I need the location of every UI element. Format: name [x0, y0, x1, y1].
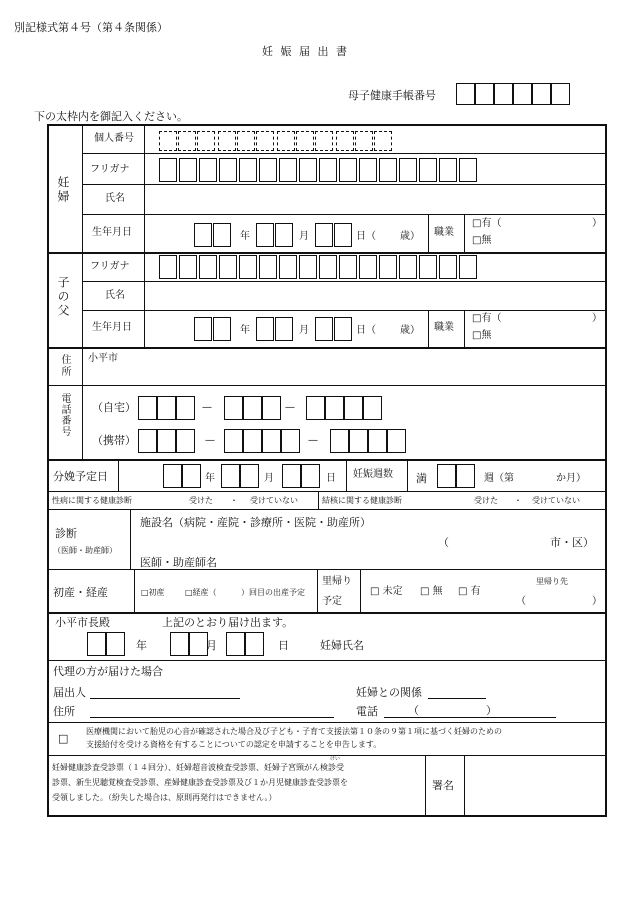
year-unit: 年 — [240, 231, 250, 242]
mother-furigana-label: フリガナ — [90, 164, 130, 175]
phone-home-label: （自宅） — [92, 401, 136, 414]
month-unit: 月 — [299, 231, 309, 242]
receipt-line-3: 受領しました。（紛失した場合は、原則再発行はできません。） — [52, 793, 277, 802]
due-year-unit: 年 — [205, 473, 215, 484]
instruction-text: 下の太枠内を御記入ください。 — [34, 110, 188, 123]
proxy-submitter-label: 届出人 — [53, 686, 86, 699]
proxy-phone-open: （ — [408, 704, 419, 717]
return-destination-label: 里帰り先 — [536, 577, 568, 586]
dest-close: ） — [592, 596, 602, 607]
handbook-number-label: 母子健康手帳番号 — [348, 89, 436, 102]
mother-section-label: 妊婦 — [56, 176, 70, 204]
form-reference: 別記様式第４号（第４条関係） — [14, 21, 168, 34]
declaration-line-1: 医療機関において胎児の心音が確認された場合及び子ども・子育て支援法第１０条の９第１項に基づく妊婦のための — [86, 727, 502, 736]
proxy-relation-label: 妊婦との関係 — [356, 686, 422, 699]
first-birth-checkbox[interactable]: □初産 — [141, 588, 165, 597]
month-count-unit: か月） — [556, 473, 586, 484]
phone-dash: — — [308, 435, 318, 446]
doctor-name-label: 医師・助産師名 — [140, 556, 217, 569]
father-dob-label: 生年月日 — [92, 322, 132, 333]
furigana-ruby: けい — [330, 756, 341, 762]
tb-checkup-label: 結核に関する健康診断 — [322, 496, 402, 505]
proxy-phone-label: 電話 — [356, 705, 378, 718]
multi-birth-checkbox[interactable]: □経産（ — [185, 588, 217, 597]
std-checkup-label: 性病に関する健康診断 — [52, 496, 132, 505]
phone-label: 電話番号 — [59, 393, 70, 437]
tb-separator: ・ — [514, 496, 522, 505]
return-undecided[interactable]: □ 未定 — [370, 586, 403, 597]
address-label: 住所 — [59, 354, 70, 378]
due-date-label: 分娩予定日 — [53, 470, 108, 483]
phone-mobile-label: （携帯） — [92, 434, 136, 447]
signature-label: 署名 — [432, 779, 454, 792]
phone-dash: — — [202, 402, 212, 413]
father-occ-yes[interactable]: □有（ — [472, 313, 502, 324]
proxy-address-label: 住所 — [53, 705, 75, 718]
submit-year-unit: 年 — [136, 639, 147, 652]
phone-dash: — — [205, 435, 215, 446]
receipt-line-1: 妊婦健康診査受診票（１４回分）、妊婦超音波検査受診票、妊婦子宮頸がん検診受 — [52, 763, 344, 772]
proxy-address-field[interactable] — [90, 717, 334, 718]
dest-open: （ — [516, 596, 526, 607]
age-unit: 歳） — [400, 325, 420, 336]
return-home-label-2: 予定 — [322, 596, 342, 607]
signature-field[interactable] — [466, 757, 604, 815]
address-city: 小平市 — [88, 353, 118, 364]
weeks-unit: 週（第 — [484, 473, 514, 484]
addressee: 小平市長殿 — [55, 616, 110, 629]
mother-name-label: 氏名 — [105, 193, 125, 204]
std-separator: ・ — [230, 496, 238, 505]
proxy-submitter-field[interactable] — [90, 698, 240, 699]
age-unit: 歳） — [400, 231, 420, 242]
mother-occ-yes[interactable]: □有（ — [472, 218, 502, 229]
proxy-title: 代理の方が届けた場合 — [53, 665, 163, 678]
nth-birth-label: ）回目の出産予定 — [241, 588, 305, 597]
year-unit: 年 — [240, 325, 250, 336]
form-title: 妊 娠 届 出 書 — [262, 45, 349, 58]
parity-label: 初産・経産 — [53, 586, 108, 599]
father-occupation-label: 職業 — [434, 322, 454, 333]
month-unit: 月 — [299, 325, 309, 336]
due-day-unit: 日 — [326, 473, 336, 484]
return-yes[interactable]: □ 有 — [458, 586, 481, 597]
submit-day-unit: 日 — [278, 639, 289, 652]
receipt-line-2: 診票、新生児聴覚検査受診票、産婦健康診査受診票及び１か月児健康診査受診票を — [52, 778, 348, 787]
father-furigana-label: フリガナ — [90, 261, 130, 272]
submit-month-unit: 月 — [206, 639, 217, 652]
tb-received[interactable]: 受けた — [474, 496, 498, 505]
day-unit: 日（ — [356, 325, 376, 336]
mother-occ-close: ） — [592, 218, 602, 229]
pregnancy-weeks-label: 妊娠週数 — [353, 469, 393, 480]
father-name-label: 氏名 — [105, 290, 125, 301]
proxy-relation-field[interactable] — [428, 698, 486, 699]
return-none[interactable]: □ 無 — [420, 586, 443, 597]
declaration-line-2: 支援給付を受ける資格を有することについての認定を申請することを申告します。 — [86, 740, 382, 749]
std-not-received[interactable]: 受けていない — [250, 496, 298, 505]
submission-statement: 上記のとおり届け出ます。 — [162, 616, 294, 629]
proxy-phone-field[interactable] — [384, 717, 556, 718]
proxy-phone-close: ） — [486, 704, 497, 717]
phone-dash: — — [285, 402, 295, 413]
city-paren: （ — [438, 536, 449, 549]
mother-occupation-label: 職業 — [434, 227, 454, 238]
mynumber-label: 個人番号 — [94, 133, 134, 144]
return-home-label: 里帰り — [322, 576, 352, 587]
std-received[interactable]: 受けた — [189, 496, 213, 505]
weeks-full-label: 満 — [416, 472, 427, 485]
tb-not-received[interactable]: 受けていない — [532, 496, 580, 505]
city-ward-label: 市・区） — [550, 536, 594, 549]
signer-label: 妊婦氏名 — [320, 639, 364, 652]
facility-label: 施設名（病院・産院・診療所・医院・助産所） — [140, 516, 371, 529]
due-month-unit: 月 — [264, 473, 274, 484]
father-section-label: 子の父 — [56, 276, 70, 318]
diagnosis-label: 診断 — [55, 527, 77, 540]
father-occ-no[interactable]: □無 — [472, 330, 492, 341]
declaration-checkbox[interactable]: □ — [58, 732, 69, 745]
mother-dob-label: 生年月日 — [92, 227, 132, 238]
diagnosis-sublabel: （医師・助産師） — [53, 546, 117, 555]
father-occ-close: ） — [592, 313, 602, 324]
mother-occ-no[interactable]: □無 — [472, 235, 492, 246]
day-unit: 日（ — [356, 231, 376, 242]
